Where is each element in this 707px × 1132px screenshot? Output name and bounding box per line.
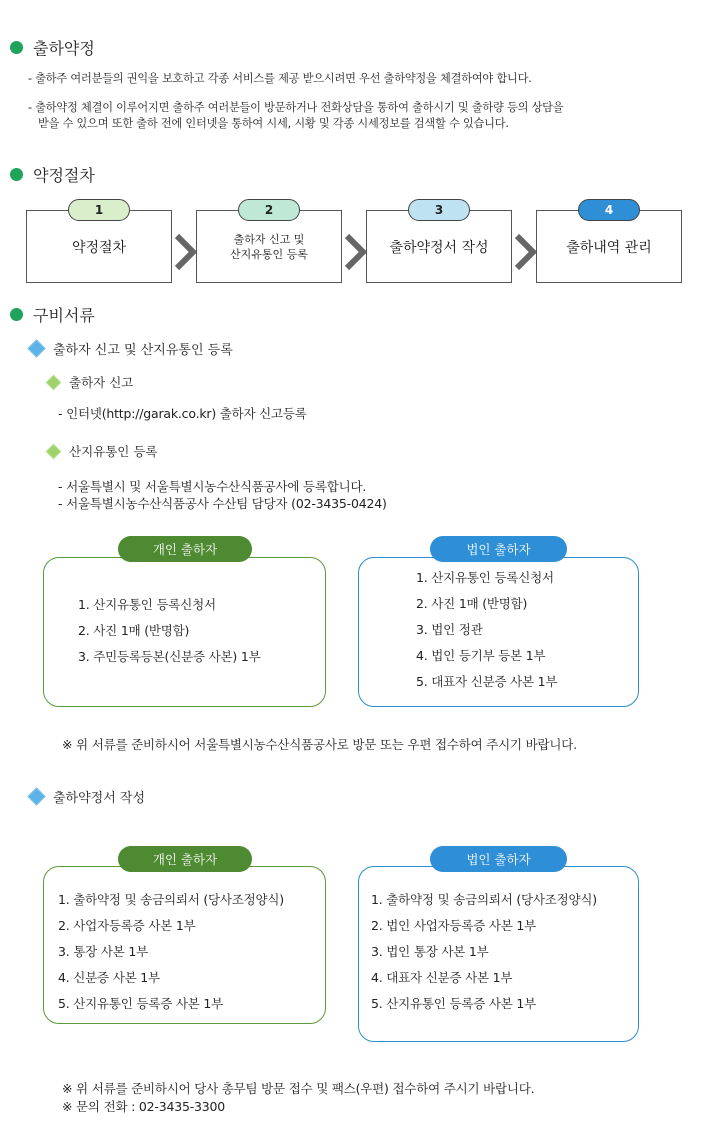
list-item: 4. 대표자 신분증 사본 1부 <box>371 970 513 985</box>
bullet-dot-icon <box>10 308 23 321</box>
chevron-right-icon <box>173 234 197 270</box>
step-label: 약정절차 <box>71 239 127 256</box>
list-item: 5. 대표자 신분증 사본 1부 <box>416 674 558 689</box>
card-corporate-contract <box>358 866 639 1042</box>
agreement-line-1: - 출하주 여러분들의 권익을 보호하고 각종 서비스를 제공 받으시려면 우선 출하약정을 체결하여야 합니다. <box>28 72 532 85</box>
list-item: 3. 법인 정관 <box>416 622 483 637</box>
list-item: 2. 사진 1매 (반명함) <box>416 596 528 611</box>
subsection-title-contract: 출하약정서 작성 <box>30 787 145 806</box>
contract-note-phone: ※ 문의 전화 : 02-3435-3300 <box>62 1099 226 1114</box>
card-individual-registration <box>43 557 326 707</box>
list-item: 3. 주민등록등본(신분증 사본) 1부 <box>78 649 261 664</box>
registration-note: ※ 위 서류를 준비하시어 서울특별시농수산식품공사로 방문 또는 우편 접수하여 주시기 바랍니다. <box>62 737 577 752</box>
document-list <box>371 887 597 1017</box>
card-label-corporate: 법인 출하자 <box>430 536 567 562</box>
diamond-icon <box>27 339 45 357</box>
list-item: 1. 산지유통인 등록신청서 <box>416 570 554 585</box>
chevron-right-icon <box>513 234 537 270</box>
card-corporate-registration <box>358 557 639 707</box>
chevron-right-icon <box>343 234 367 270</box>
agreement-line-2: - 출하약정 체결이 이루어지면 출하주 여러분들이 방문하거나 전화상담을 통하여 출하시기 및 출하량 등의 상담을 <box>28 101 564 114</box>
list-item: 5. 산지유통인 등록증 사본 1부 <box>58 996 223 1011</box>
card-label-individual: 개인 출하자 <box>118 846 252 872</box>
bullet-dot-icon <box>10 41 23 54</box>
card-label-corporate: 법인 출하자 <box>430 846 567 872</box>
step-number-pill-3: 3 <box>408 199 470 221</box>
list-item: 3. 통장 사본 1부 <box>58 944 148 959</box>
subsection-title-registration: 출하자 신고 및 산지유통인 등록 <box>30 339 233 358</box>
subsection-title-report: 출하자 신고 <box>48 373 133 391</box>
broker-line-2: - 서울특별시농수산식품공사 수산팀 담당자 (02-3435-0424) <box>58 496 387 511</box>
list-item: 1. 산지유통인 등록신청서 <box>78 597 216 612</box>
list-item: 3. 법인 통장 사본 1부 <box>371 944 489 959</box>
section-title-agreement: 출하약정 <box>10 36 95 59</box>
step-label: 출하내역 관리 <box>566 239 652 256</box>
list-item: 2. 사진 1매 (반명함) <box>78 623 190 638</box>
broker-line-1: - 서울특별시 및 서울특별시농수산식품공사에 등록합니다. <box>58 479 367 494</box>
contract-note-1: ※ 위 서류를 준비하시어 당사 총무팀 방문 접수 및 팩스(우편) 접수하여 주시기 바랍니다. <box>62 1081 535 1096</box>
list-item: 2. 사업자등록증 사본 1부 <box>58 918 196 933</box>
list-item: 1. 출하약정 및 송금의뢰서 (당사조정양식) <box>58 892 284 907</box>
step-label: 출하자 신고 및 <box>233 232 305 246</box>
agreement-line-3: 받을 수 있으며 또한 출하 전에 인터넷을 통하여 시세, 시황 및 각종 시세정보를 검색할 수 있습니다. <box>38 117 509 130</box>
section-title-procedure: 약정절차 <box>10 163 95 186</box>
step-number-pill-4: 4 <box>578 199 640 221</box>
list-item: 1. 출하약정 및 송금의뢰서 (당사조정양식) <box>371 892 597 907</box>
card-individual-contract <box>43 866 326 1024</box>
bullet-dot-icon <box>10 168 23 181</box>
step-number-pill-2: 2 <box>238 199 300 221</box>
list-item: 2. 법인 사업자등록증 사본 1부 <box>371 918 536 933</box>
report-line: - 인터넷(http://garak.co.kr) 출하자 신고등록 <box>58 406 307 421</box>
step-label-2: 산지유통인 등록 <box>230 247 308 261</box>
document-list <box>58 887 284 1017</box>
diamond-icon <box>46 444 62 460</box>
list-item: 4. 신분증 사본 1부 <box>58 970 160 985</box>
subsection-title-broker: 산지유통인 등록 <box>48 442 158 460</box>
diamond-icon <box>27 787 45 805</box>
diamond-icon <box>46 375 62 391</box>
card-label-individual: 개인 출하자 <box>118 536 252 562</box>
section-title-documents: 구비서류 <box>10 303 95 326</box>
list-item: 4. 법인 등기부 등본 1부 <box>416 648 546 663</box>
document-list <box>78 592 260 670</box>
step-label: 출하약정서 작성 <box>389 239 489 256</box>
step-number-pill-1: 1 <box>68 199 130 221</box>
list-item: 5. 산지유통인 등록증 사본 1부 <box>371 996 536 1011</box>
document-list <box>416 565 557 695</box>
